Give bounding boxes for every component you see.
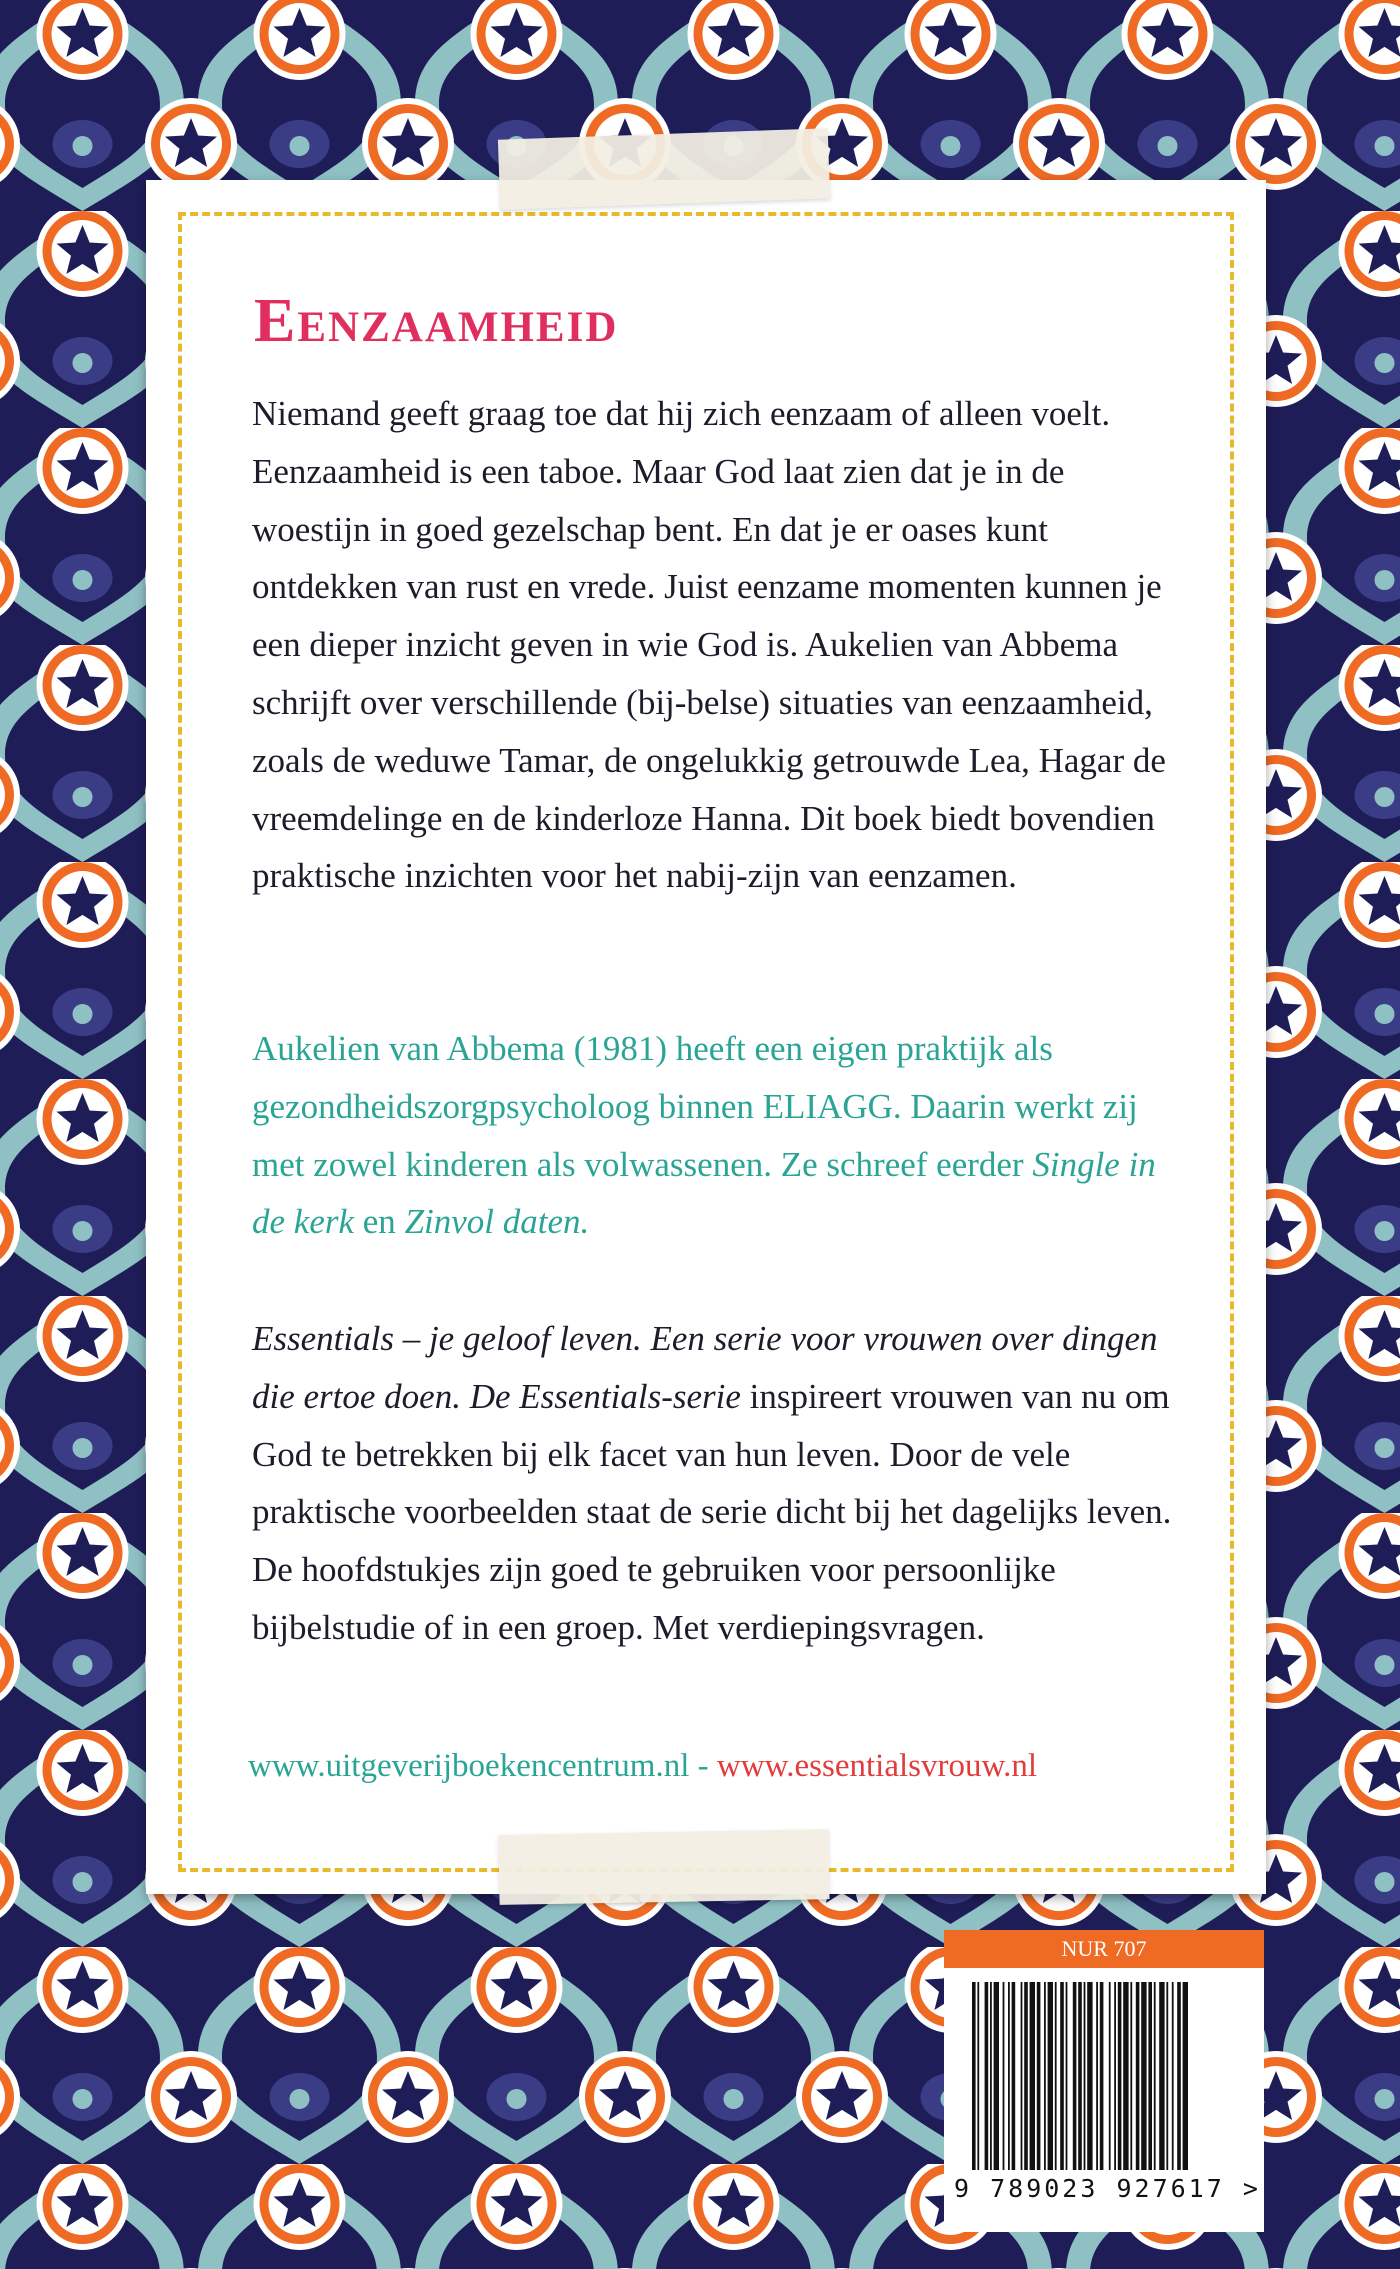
barcode-bar [972, 1982, 976, 2170]
barcode-bar [1172, 1982, 1174, 2170]
barcode-bar [990, 1982, 992, 2170]
author-bio-intro: Aukelien van Abbema (1981) heeft een eigen praktijk als gezondheidszorgpsycholoog binnen ELIAGG. Daarin werkt zij met zowel kinderen als volwassenen. Ze schreef eerder [252, 1029, 1138, 1184]
barcode-bar [1141, 1982, 1146, 2170]
barcode-bar [1044, 1982, 1046, 2170]
barcode-bar [1008, 1982, 1010, 2170]
barcode-icon [972, 1982, 1236, 2170]
barcode-bar [1060, 1982, 1064, 2170]
tape-bottom [498, 1829, 829, 1905]
nur-label: NUR 707 [944, 1930, 1264, 1968]
barcode-bar [1073, 1982, 1077, 2170]
series-italic: Essentials – je geloof leven. Een serie voor vrouwen over dingen die ertoe doen. De Essentials-serie [252, 1319, 1158, 1416]
description-paragraph: Niemand geeft graag toe dat hij zich eenzaam of alleen voelt. Eenzaamheid is een taboe. Maar God laat zien dat je in de woestijn in goed gezelschap bent. En dat je er oases kunt ontdekken van rust en vrede. Juist eenzame momenten kunnen je een dieper inzicht geven in wie God is. Aukelien van Abbema schrijft over verschillende (bij-belse) situaties van eenzaamheid, zoals de weduwe Tamar, de ongelukkig getrouwde Lea, Hagar de vreemdelinge en de kinderloze Hanna. Dit boek biedt bovendien praktische inzichten voor het nabij-zijn van eenzamen. [252, 394, 1166, 896]
barcode-bar [1037, 1982, 1041, 2170]
barcode-bar [977, 1982, 979, 2170]
barcode-bar [1148, 1982, 1152, 2170]
barcode-bar [994, 1982, 999, 2170]
barcode-bar [1114, 1982, 1116, 2170]
barcode-bar [1109, 1982, 1111, 2170]
barcode-bar [1154, 1982, 1156, 2170]
barcode-bar [985, 1982, 989, 2170]
barcode-bar [1100, 1982, 1104, 2170]
author-book-2: Zinvol daten. [404, 1202, 590, 1242]
barcode-bar [1055, 1982, 1057, 2170]
author-bio-connector: en [354, 1202, 405, 1242]
barcode-area [944, 1930, 1264, 2232]
barcode-bar [1024, 1982, 1028, 2170]
barcode-bar [1030, 1982, 1035, 2170]
series-rest: inspireert vrouwen van nu om God te betrekken bij elk facet van hun leven. Door de vele praktische voorbeelden staat de serie dicht bij het dagelijks leven. De hoofdstukjes zijn goed te gebruiken voor persoonlijke bijbelstudie of in een groep. Met verdiepingsvragen. [252, 1376, 1172, 1647]
barcode-bar [1021, 1982, 1023, 2170]
barcode-bar [1012, 1982, 1016, 2170]
barcode-bar [1078, 1982, 1082, 2170]
publisher-url[interactable]: www.uitgeverijboekencentrum.nl [248, 1748, 690, 1784]
barcode-bar [1130, 1982, 1132, 2170]
series-url[interactable]: www.essentialsvrouw.nl [716, 1748, 1038, 1784]
barcode-bar [1166, 1982, 1168, 2170]
website-links [248, 1748, 1208, 1785]
barcode-bar [1003, 1982, 1005, 2170]
barcode-bar [1096, 1982, 1098, 2170]
barcode-bar [1136, 1982, 1140, 2170]
isbn-number: 9 789023 927617 > [954, 2174, 1261, 2203]
tape-top [498, 128, 830, 209]
barcode-bar [1183, 1982, 1188, 2170]
barcode-bar [1118, 1982, 1122, 2170]
barcode-bar [1048, 1982, 1053, 2170]
book-title: Eenzaamheid [254, 287, 619, 355]
author-book-1: Single in de kerk [252, 1144, 1156, 1242]
barcode-bar [1123, 1982, 1128, 2170]
barcode-bar [1087, 1982, 1092, 2170]
series-description [252, 1310, 1182, 1657]
barcode-bar [1084, 1982, 1086, 2170]
barcode-bar [1066, 1982, 1068, 2170]
author-bio [252, 1020, 1182, 1251]
barcode-bar [1159, 1982, 1164, 2170]
url-separator: - [689, 1748, 717, 1784]
barcode-bar [1177, 1982, 1181, 2170]
text-card [146, 180, 1266, 1894]
